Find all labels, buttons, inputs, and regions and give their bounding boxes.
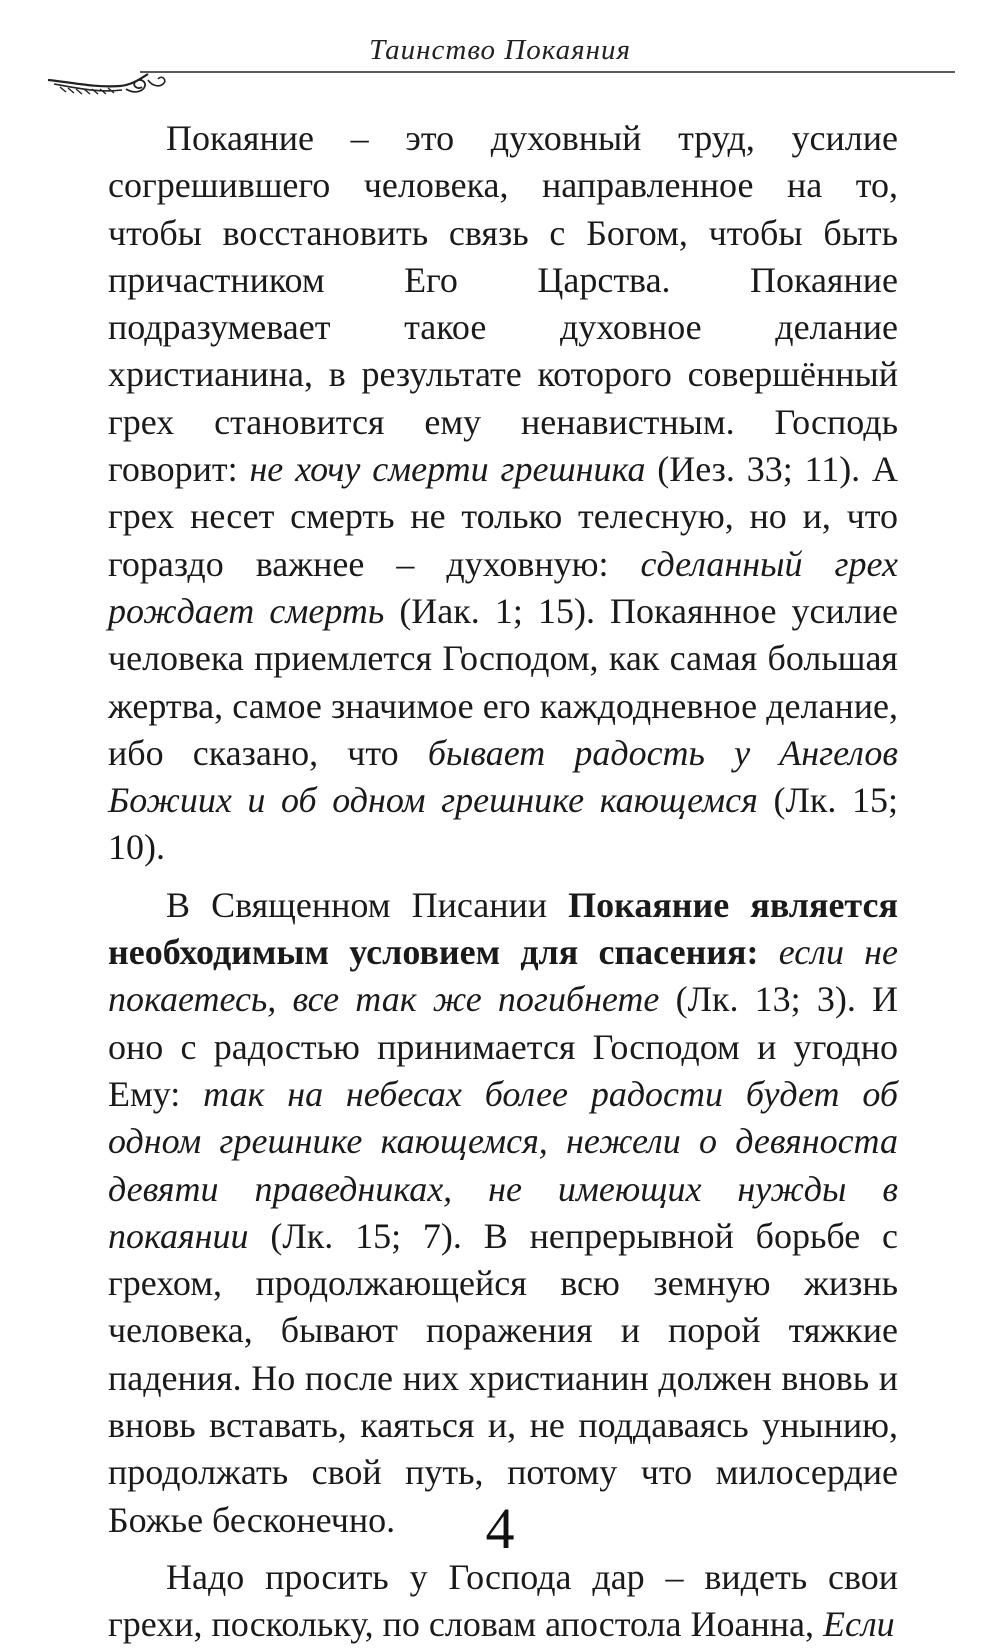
p1-quote-3: бывает радость у Ангелов Божиих и об одном грешнике кающемся	[108, 732, 898, 821]
p3-text-a: Надо просить у Господа дар – видеть свои грехи, поскольку, по словам апостола Иоанна,	[108, 1556, 898, 1645]
p1-text-g: (Лк. 15; 10).	[108, 780, 899, 868]
p2-text-e: (Лк. 13; 3). И оно с радостью принимается Господом и угодно Ему:	[108, 979, 898, 1114]
flourish-rule-ornament	[40, 62, 960, 102]
p1-quote-1: не хочу смерти грешника	[249, 449, 646, 490]
p1-quote-2: сделанный грех рождает смерть	[108, 543, 898, 631]
p1-text-a: Покаяние – это духовный труд, усилие согрешившего человека, направленное на то, чтобы восстановить связь с Богом, чтобы быть причастником Его Царства. Покаяние подразумевает такое духовное делание христианина, в результате которого совершённый грех становится ему ненавистным. Господь говорит:	[108, 118, 898, 490]
p1-text-c: (Иез. 33; 11). А грех несет смерть не только телесную, но и, что гораздо важнее – духовную:	[108, 449, 898, 584]
body-text	[108, 115, 898, 1649]
page-number: 4	[485, 1496, 515, 1561]
p2-bold-thesis: Покаяние является необходимым условием для спасения:	[108, 884, 899, 973]
p1-text-e: (Иак. 1; 15). Покаянное усилие человека приемлется Господом, как самая большая жертва, самое значимое его каждодневное делание, ибо сказано, что	[108, 590, 899, 773]
p2-text-g: (Лк. 15; 7). В непрерывной борьбе с грехом, продолжающейся всю земную жизнь человека, бывают поражения и порой тяжкие падения. Но после них христианин должен вновь и вновь вставать, каяться и, не поддаваясь унынию, продолжать свой путь, потому что милосердие Божье бесконечно.	[108, 1215, 898, 1540]
paragraph-1	[108, 115, 898, 872]
p3-quote-1: Если	[822, 1604, 895, 1645]
p2-space	[759, 932, 779, 972]
running-header-title: Таинство Покаяния	[369, 34, 631, 66]
p2-quote-2: так на небесах более радости будет об одном грешнике кающемся, нежели о девяноста девяти праведниках, не имеющих нужды в покаянии	[108, 1073, 898, 1256]
p2-quote-1: если не покаетесь, все так же погибнете	[108, 932, 899, 1020]
paragraph-3	[108, 1554, 898, 1649]
paragraph-2	[108, 882, 898, 1544]
p2-text-a: В Священном Писании	[166, 884, 569, 925]
